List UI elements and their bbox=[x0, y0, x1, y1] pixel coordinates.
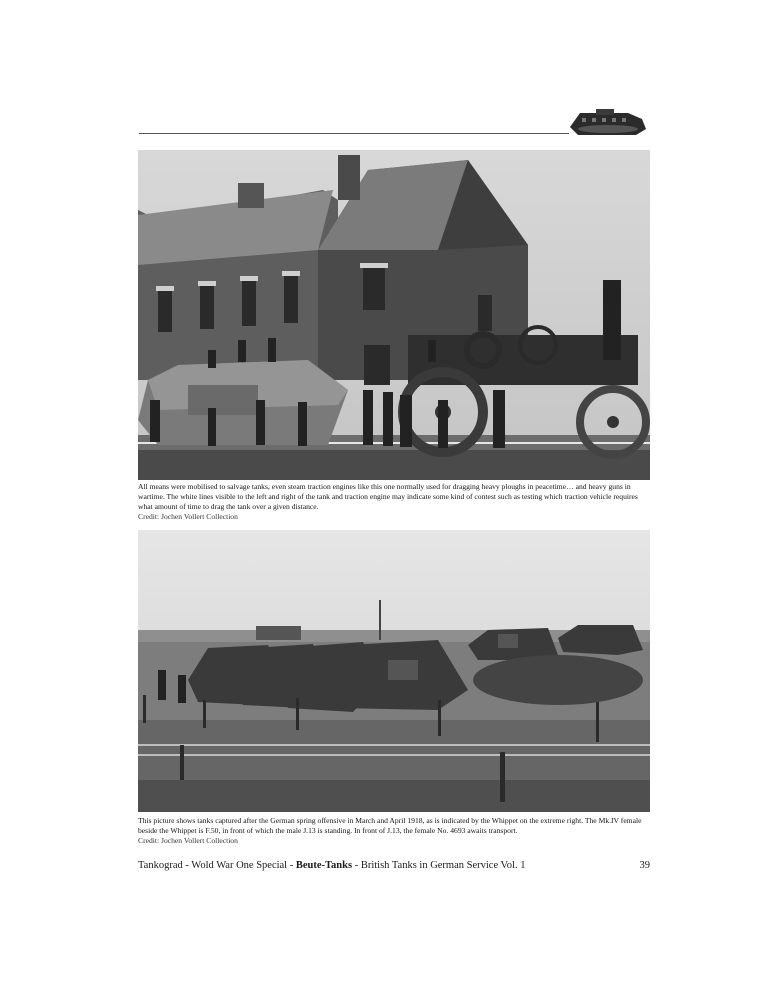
page-footer bbox=[138, 860, 650, 871]
header-rule bbox=[139, 133, 569, 134]
caption-photo-2 bbox=[138, 816, 650, 846]
footer-suffix: - British Tanks in German Service Vol. 1 bbox=[352, 860, 526, 871]
caption-photo-1 bbox=[138, 482, 650, 522]
caption-text: All means were mobilised to salvage tanks, even steam traction engines like this one normally used for dragging heavy ploughs in peacetime… and heavy guns in wartime. The white lines visible to the left and right of the tank and traction engine may indicate some kind of contest such as testing which traction vehicle requires what amount of time to drag the tank over a given distance. bbox=[138, 482, 638, 511]
photo-captured-tanks bbox=[138, 530, 650, 812]
footer-title bbox=[138, 860, 525, 871]
caption-credit: Credit: Jochen Vollert Collection bbox=[138, 512, 238, 521]
caption-credit: Credit: Jochen Vollert Collection bbox=[138, 836, 238, 845]
tank-logo-icon bbox=[566, 105, 648, 139]
page-number: 39 bbox=[639, 860, 650, 871]
footer-bold: Beute-Tanks bbox=[295, 860, 353, 871]
photo-traction-engine bbox=[138, 150, 650, 480]
caption-text: This picture shows tanks captured after the German spring offensive in March and April 1918, as is indicated by the Whippet on the extreme right. The Mk.IV female beside the Whippet is F.50, in front of which the male J.13 is standing. In front of J.13, the female No. 4693 awaits transport. bbox=[138, 816, 642, 835]
footer-prefix: Tankograd - Wold War One Special - bbox=[138, 860, 296, 871]
